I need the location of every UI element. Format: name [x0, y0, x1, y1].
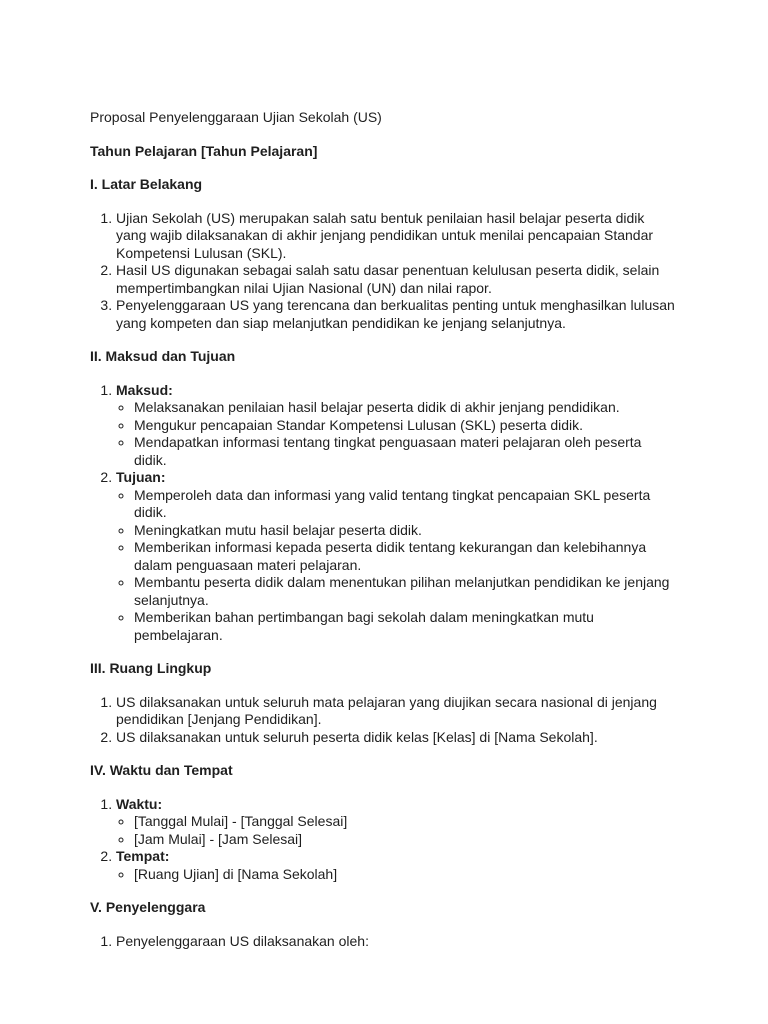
list-item: 3. Penyelenggaraan US yang terencana dan berkualitas penting untuk menghasilkan lulusan yang kompeten dan siap melanjutkan pendidikan ke jenjang selanjutnya. — [116, 297, 678, 332]
bullet-item: ◦ Memberikan bahan pertimbangan bagi sekolah dalam meningkatkan mutu pembelajaran. — [134, 609, 678, 644]
list-item — [116, 382, 678, 470]
section-heading-latar-belakang: I. Latar Belakang — [90, 176, 203, 192]
bullet-item: ◦ [Ruang Ujian] di [Nama Sekolah] — [134, 866, 678, 884]
list-item: 1. Penyelenggaraan US dilaksanakan oleh: — [116, 933, 678, 951]
bullet-item: ◦ [Tanggal Mulai] - [Tanggal Selesai] — [134, 813, 678, 831]
list-item — [116, 796, 678, 849]
list-item: 1. Ujian Sekolah (US) merupakan salah satu bentuk penilaian hasil belajar peserta didik yang wajib dilaksanakan di akhir jenjang pendidikan untuk menilai pencapaian Standar Kompetensi Lulusan (SKL). — [116, 210, 678, 263]
waktu-bullets — [116, 813, 678, 848]
bullet-item: ◦ Meningkatkan mutu hasil belajar peserta didik. — [134, 522, 678, 540]
maksud-bullets — [116, 399, 678, 469]
latar-belakang-list — [90, 210, 678, 333]
tujuan-bullets — [116, 487, 678, 645]
section-heading-ruang-lingkup: III. Ruang Lingkup — [90, 660, 212, 676]
bullet-item: ◦ Melaksanakan penilaian hasil belajar peserta didik di akhir jenjang pendidikan. — [134, 399, 678, 417]
bullet-item: ◦ Memberikan informasi kepada peserta didik tentang kekurangan dan kelebihannya dalam penguasaan materi pelajaran. — [134, 539, 678, 574]
list-item: 2. Hasil US digunakan sebagai salah satu dasar penentuan kelulusan peserta didik, selain mempertimbangkan nilai Ujian Nasional (UN) dan nilai rapor. — [116, 262, 678, 297]
item-label-tempat: Tempat: — [116, 848, 170, 864]
bullet-item: ◦ [Jam Mulai] - [Jam Selesai] — [134, 831, 678, 849]
penyelenggara-list — [90, 933, 678, 951]
ruang-lingkup-list — [90, 694, 678, 747]
item-label-tujuan: Tujuan: — [116, 469, 166, 485]
list-item: 2. US dilaksanakan untuk seluruh peserta didik kelas [Kelas] di [Nama Sekolah]. — [116, 729, 678, 747]
bullet-item: ◦ Memperoleh data dan informasi yang valid tentang tingkat pencapaian SKL peserta didik. — [134, 487, 678, 522]
list-item — [116, 848, 678, 883]
list-item: 1. US dilaksanakan untuk seluruh mata pelajaran yang diujikan secara nasional di jenjang pendidikan [Jenjang Pendidikan]. — [116, 694, 678, 729]
section-heading-waktu-tempat: IV. Waktu dan Tempat — [90, 762, 233, 778]
bullet-item: ◦ Membantu peserta didik dalam menentukan pilihan melanjutkan pendidikan ke jenjang selanjutnya. — [134, 574, 678, 609]
waktu-tempat-list — [90, 796, 678, 884]
maksud-tujuan-list — [90, 382, 678, 645]
list-item — [116, 469, 678, 644]
document-subtitle: Tahun Pelajaran [Tahun Pelajaran] — [90, 142, 318, 159]
section-heading-penyelenggara: V. Penyelenggara — [90, 899, 206, 915]
section-heading-maksud-tujuan: II. Maksud dan Tujuan — [90, 348, 236, 364]
item-label-waktu: Waktu: — [116, 795, 163, 812]
bullet-item: ◦ Mengukur pencapaian Standar Kompetensi Lulusan (SKL) peserta didik. — [134, 417, 678, 435]
item-label-maksud: Maksud: — [116, 381, 173, 398]
tempat-bullets — [116, 866, 678, 884]
bullet-item: ◦ Mendapatkan informasi tentang tingkat penguasaan materi pelajaran oleh peserta didik. — [134, 434, 678, 469]
document-title: Proposal Penyelenggaraan Ujian Sekolah (US) — [90, 109, 382, 125]
